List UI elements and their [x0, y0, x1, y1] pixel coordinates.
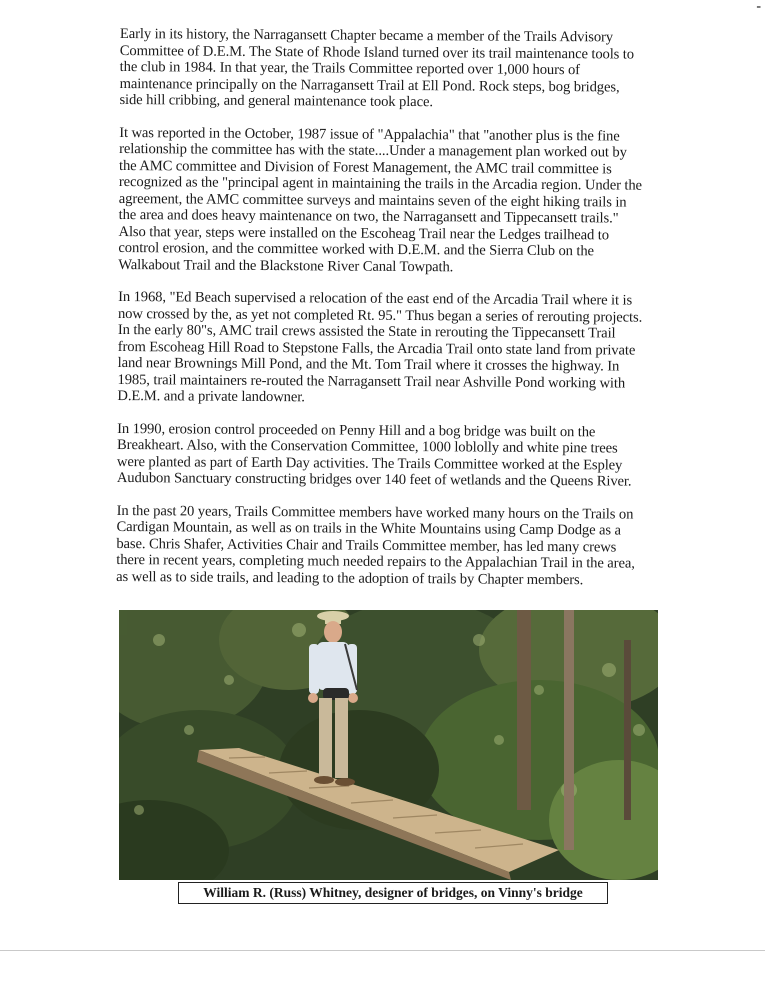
article-body — [116, 26, 668, 605]
photo-caption: William R. (Russ) Whitney, designer of bridges, on Vinny's bridge — [178, 882, 608, 904]
text-line: as well as to side trails, and leading to the adoption of trails by Chapter members. — [116, 568, 584, 588]
text-line: from Escoheag Hill Road to Stepstone Falls, the Arcadia Trail onto state land from private — [117, 338, 636, 359]
text-line: In 1968, "Ed Beach supervised a relocation of the east end of the Arcadia Trail where it is — [118, 288, 633, 309]
text-line: Cardigan Mountain, as well as on trails in the White Mountains using Camp Dodge as a — [116, 518, 622, 539]
text-line: Early in its history, the Narragansett Chapter became a member of the Trails Advisory — [119, 26, 614, 46]
text-line: now crossed by the, as yet not completed Rt. 95." Thus began a series of rerouting projects. — [117, 305, 643, 326]
text-line: It was reported in the October, 1987 issue of "Appalachia" that "another plus is the fine — [119, 124, 620, 144]
paragraph-recent — [116, 502, 665, 588]
paragraph-1990 — [117, 420, 665, 490]
text-line: In the past 20 years, Trails Committee members have worked many hours on the Trails on — [116, 502, 634, 523]
paragraph-history — [119, 26, 668, 112]
text-line: 1985, trail maintainers re-routed the Narragansett Trail near Ashville Pond working with — [117, 371, 626, 392]
paragraph-rerouting — [117, 289, 666, 408]
text-line: land near Brownings Mill Pond, and the Mt. Tom Trail where it crosses the highway. In — [117, 354, 620, 375]
bridge-photo — [119, 610, 658, 880]
text-line: the area and does heavy maintenance on two, the Narragansett and Tippecansett trails." — [118, 206, 619, 227]
text-line: there in recent years, completing much needed repairs to the Appalachian Trail in the area, — [116, 551, 635, 572]
paragraph-appalachia — [118, 124, 667, 276]
text-line: control erosion, and the committee worked with D.E.M. and the Sierra Club on the — [118, 239, 595, 260]
text-line: were planted as part of Earth Day activities. The Trails Committee worked at the Espley — [116, 453, 623, 474]
page-bottom-edge — [0, 950, 765, 951]
text-line: the AMC committee and Division of Forest Management, the AMC trail committee is — [118, 157, 612, 177]
text-line: Also that year, steps were installed on the Escoheag Trail near the Ledges trailhead to — [118, 223, 610, 243]
text-line: D.E.M. and a private landowner. — [117, 387, 305, 406]
text-line: In the early 80"s, AMC trail crews assisted the State in rerouting the Tippecansett Trail — [117, 321, 616, 342]
corner-mark: - — [756, 0, 761, 14]
text-line: Audubon Sanctuary constructing bridges over 140 feet of wetlands and the Queens River. — [116, 469, 632, 490]
text-line: Walkabout Trail and the Blackstone River Canal Towpath. — [118, 256, 454, 275]
text-line: Breakheart. Also, with the Conservation Committee, 1000 loblolly and white pine trees — [117, 436, 618, 457]
text-line: side hill cribbing, and general maintenance took place. — [119, 91, 433, 111]
text-line: base. Chris Shafer, Activities Chair and Trails Committee member, has led many crews — [116, 535, 617, 555]
text-line: agreement, the AMC committee surveys and maintains seven of the eight hiking trails in — [118, 190, 627, 211]
text-line: Committee of D.E.M. The State of Rhode Island turned over its trail maintenance tools to — [119, 42, 635, 63]
text-line: the club in 1984. In that year, the Trails Committee reported over 1,000 hours of — [119, 58, 581, 79]
text-line: maintenance principally on the Narragansett Trail at Ell Pond. Rock steps, bog bridges, — [119, 75, 620, 95]
text-line: In 1990, erosion control proceeded on Penny Hill and a bog bridge was built on the — [117, 420, 596, 440]
text-line: relationship the committee has with the state....Under a management plan worked out by — [119, 140, 627, 161]
text-line: recognized as the "principal agent in maintaining the trails in the Arcadia region. Under the — [118, 173, 643, 194]
forest-bridge-illustration — [119, 610, 658, 880]
